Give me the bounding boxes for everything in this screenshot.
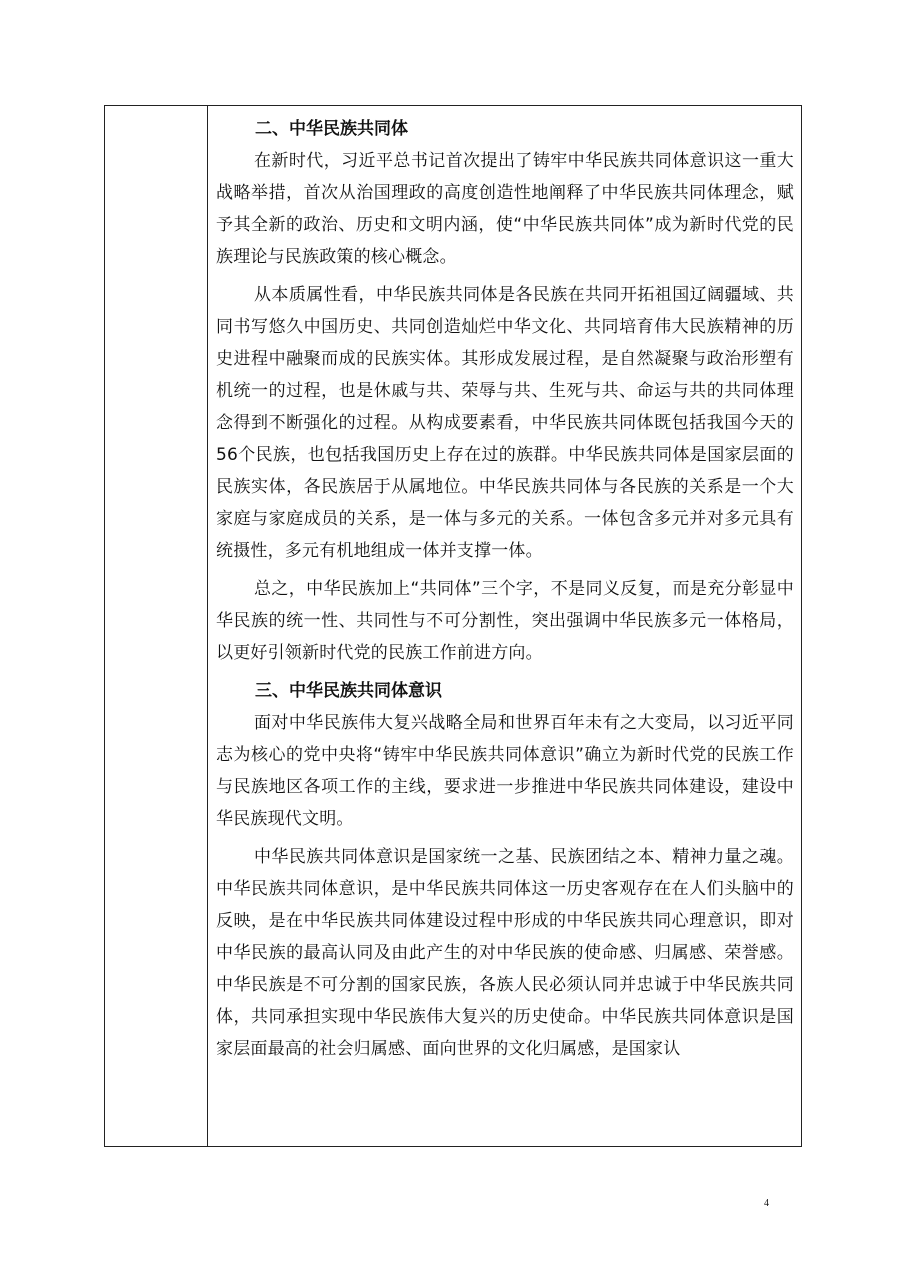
section-heading-2: 二、中华民族共同体 xyxy=(255,119,408,139)
section-2-paragraph-3: 总之，中华民族加上“共同体”三个字，不是同义反复，而是充分彰显中华民族的统一性、共同性与不可分割性，突出强调中华民族多元一体格局，以更好引领新时代党的民族工作前进方向。 xyxy=(216,579,794,663)
section-heading-3: 三、中华民族共同体意识 xyxy=(255,681,442,701)
section-3-paragraph-1: 面对中华民族伟大复兴战略全局和世界百年未有之大变局，以习近平同志为核心的党中央将“铸牢中华民族共同体意识”确立为新时代党的民族工作与民族地区各项工作的主线，要求进一步推进中华民族共同体建设，建设中华民族现代文明。 xyxy=(216,713,794,829)
page-number: 4 xyxy=(764,1198,769,1209)
section-2-paragraph-1: 在新时代，习近平总书记首次提出了铸牢中华民族共同体意识这一重大战略举措，首次从治国理政的高度创造性地阐释了中华民族共同体理念，赋予其全新的政治、历史和文明内涵，使“中华民族共同体”成为新时代党的民族理论与民族政策的核心概念。 xyxy=(216,151,794,267)
section-3-paragraph-2: 中华民族共同体意识是国家统一之基、民族团结之本、精神力量之魂。中华民族共同体意识，是中华民族共同体这一历史客观存在在人们头脑中的反映，是在中华民族共同体建设过程中形成的中华民族共同心理意识，即对中华民族的最高认同及由此产生的对中华民族的使命感、归属感、荣誉感。中华民族是不可分割的国家民族，各族人民必须认同并忠诚于中华民族共同体，共同承担实现中华民族伟大复兴的历史使命。中华民族共同体意识是国家层面最高的社会归属感、面向世界的文化归属感，是国家认 xyxy=(216,847,794,1059)
content-cell xyxy=(208,106,802,1146)
document-table xyxy=(104,105,802,1147)
section-2-paragraph-2: 从本质属性看，中华民族共同体是各民族在共同开拓祖国辽阔疆域、共同书写悠久中国历史、共同创造灿烂中华文化、共同培育伟大民族精神的历史进程中融聚而成的民族实体。其形成发展过程，是自然凝聚与政治形塑有机统一的过程，也是休戚与共、荣辱与共、生死与共、命运与共的共同体理念得到不断强化的过程。从构成要素看，中华民族共同体既包括我国今天的56个民族，也包括我国历史上存在过的族群。中华民族共同体是国家层面的民族实体，各民族居于从属地位。中华民族共同体与各民族的关系是一个大家庭与家庭成员的关系，是一体与多元的关系。一体包含多元并对多元具有统摄性，多元有机地组成一体并支撑一体。 xyxy=(216,285,794,561)
blank-left-cell xyxy=(105,106,208,1146)
